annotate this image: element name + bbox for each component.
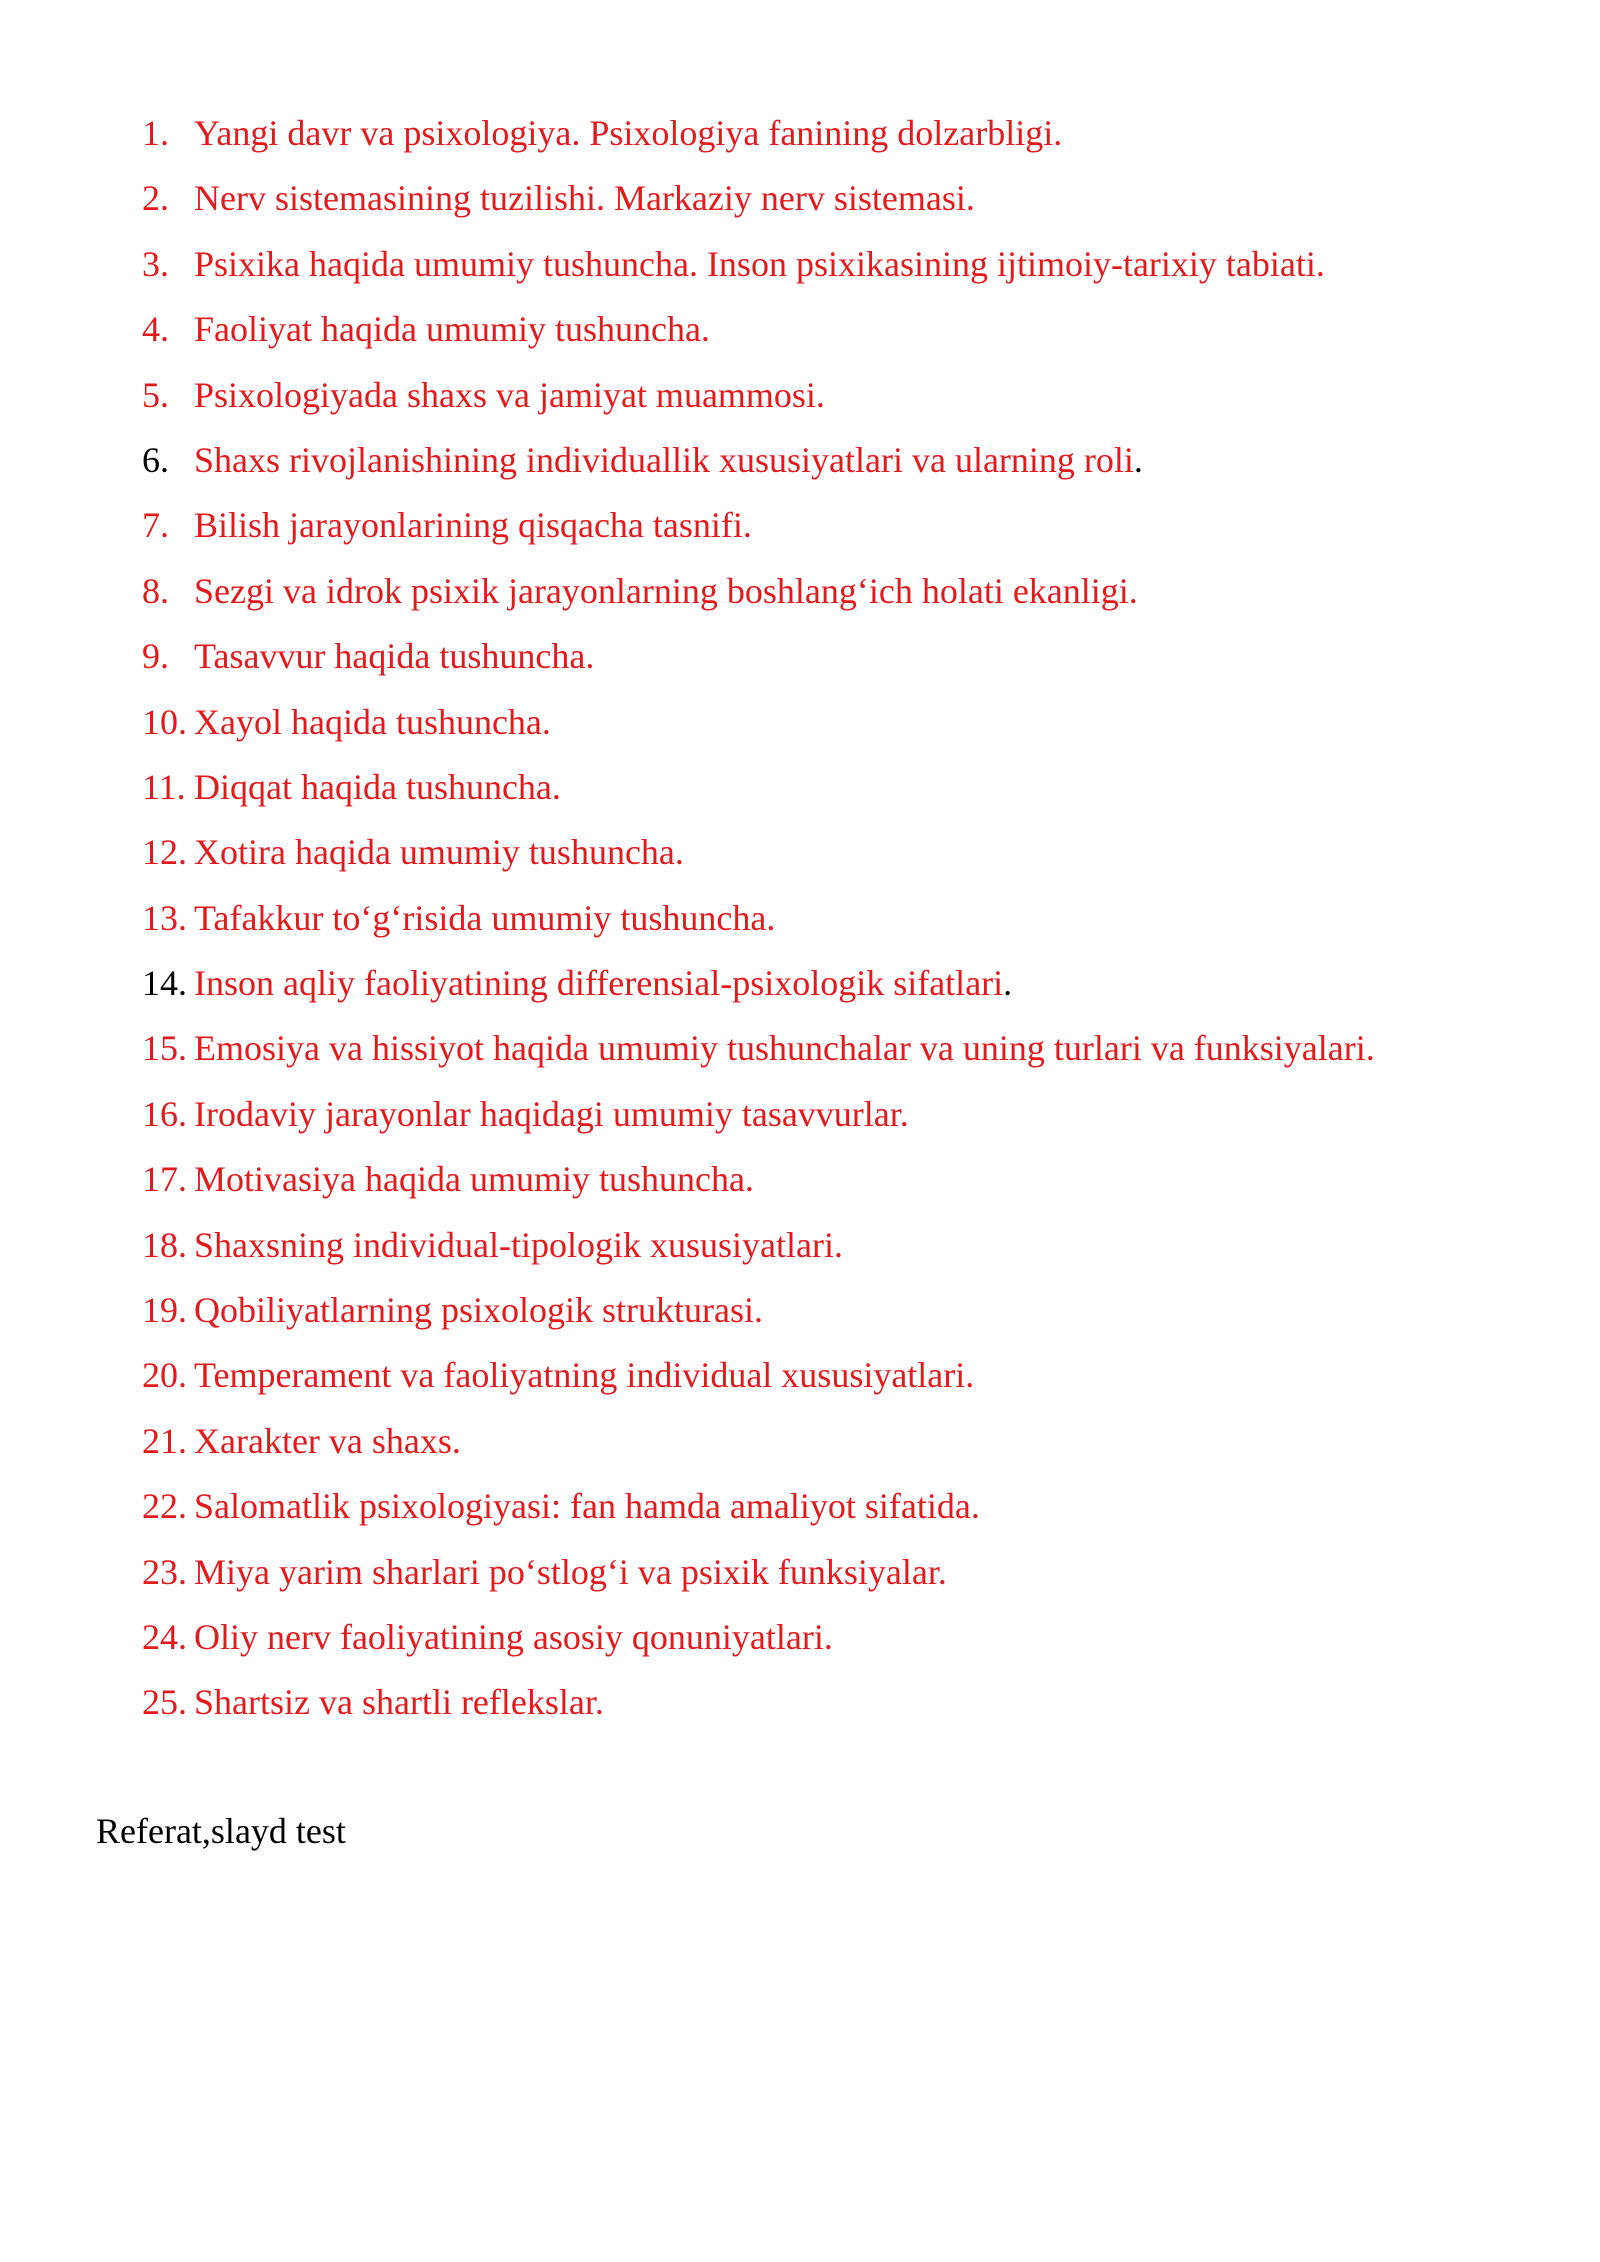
topic-number: 17. [142,1159,187,1200]
topic-title: Motivasiya haqida umumiy tushuncha. [194,1159,754,1200]
topic-text [194,962,1012,1027]
topic-number: 23. [142,1551,187,1592]
topic-text [194,701,551,766]
topic-item [142,570,1542,635]
topic-item [142,1289,1542,1354]
topic-title: Shaxs rivojlanishining individuallik xususiyatlari va ularning roli [194,439,1134,480]
topic-text [194,374,825,439]
topic-text [194,1354,974,1419]
topic-item [142,177,1542,242]
topic-number: 21. [142,1420,187,1461]
topic-title: Diqqat haqida tushuncha. [194,766,561,807]
topic-number: 10. [142,701,187,742]
topic-number: 24. [142,1616,187,1657]
topic-item [142,374,1542,439]
topic-text [194,1420,461,1485]
topic-item [142,504,1542,569]
topic-title: Qobiliyatlarning psixologik strukturasi. [194,1290,763,1331]
topic-title: Shaxsning individual-tipologik xususiyatlari. [194,1224,843,1265]
topic-number: 20. [142,1355,187,1396]
topic-tail: . [1133,439,1143,480]
topic-number: 9. [142,636,169,677]
topic-item [142,243,1542,308]
topic-title: Miya yarim sharlari po‘stlog‘i va psixik funksiyalar. [194,1551,947,1592]
topic-title: Inson aqliy faoliyatining differensial-psixologik sifatlari [194,963,1004,1004]
topic-text [194,504,752,569]
topic-title: Psixologiyada shaxs va jamiyat muammosi. [194,374,825,415]
topic-title: Faoliyat haqida umumiy tushuncha. [194,309,710,350]
topic-title: Yangi davr va psixologiya. Psixologiya fanining dolzarbligi. [194,113,1063,153]
topic-number: 6. [142,439,169,480]
topic-text [194,1158,754,1223]
topic-item [142,1027,1542,1092]
topic-title: Emosiya va hissiyot haqida umumiy tushunchalar va uning turlari va funksiyalari. [194,1028,1375,1069]
topic-text [194,1093,909,1158]
topic-text [194,112,1062,177]
topic-item [142,1093,1542,1158]
topic-text [194,897,775,962]
topic-item [142,1681,1542,1746]
topic-item [142,1485,1542,1550]
topic-title: Bilish jarayonlarining qisqacha tasnifi. [194,505,752,546]
topic-text [194,439,1143,504]
topic-title: Nerv sistemasining tuzilishi. Markaziy nerv sistemasi. [194,178,975,219]
topic-number: 7. [142,505,169,546]
topic-item [142,962,1542,1027]
topic-item [142,1420,1542,1485]
topic-number: 2. [142,178,169,219]
topic-list [142,112,1542,1747]
topic-title: Xotira haqida umumiy tushuncha. [194,832,684,873]
topic-number: 13. [142,897,187,938]
topic-number: 18. [142,1224,187,1265]
topic-title: Oliy nerv faoliyatining asosiy qonuniyatlari. [194,1616,833,1657]
topic-title: Sezgi va idrok psixik jarayonlarning boshlang‘ich holati ekanligi. [194,570,1138,611]
topic-text [194,1027,1375,1092]
topic-item [142,701,1542,766]
topic-title: Psixika haqida umumiy tushuncha. Inson psixikasining ijtimoiy-tarixiy tabiati. [194,243,1325,284]
topic-item [142,439,1542,504]
topic-title: Salomatlik psixologiyasi: fan hamda amaliyot sifatida. [194,1486,980,1527]
topic-text [194,1551,947,1616]
topic-title: Tafakkur to‘g‘risida umumiy tushuncha. [194,897,776,938]
topic-text [194,1616,833,1681]
topic-number: 8. [142,570,169,611]
topic-title: Irodaviy jarayonlar haqidagi umumiy tasavvurlar. [194,1093,909,1134]
topic-title: Xayol haqida tushuncha. [194,701,551,742]
topic-number: 22. [142,1486,187,1527]
topic-tail: . [1003,963,1013,1004]
topic-item [142,831,1542,896]
topic-title: Temperament va faoliyatning individual xususiyatlari. [194,1355,975,1396]
topic-text [194,1485,980,1550]
topic-text [194,831,684,896]
topic-item [142,635,1542,700]
topic-text [194,766,561,831]
topic-item [142,1616,1542,1681]
topic-number: 12. [142,832,187,873]
topic-number: 16. [142,1093,187,1134]
topic-item [142,897,1542,962]
topic-number: 15. [142,1028,187,1069]
topic-item [142,766,1542,831]
topic-item [142,1224,1542,1289]
topic-text [194,1681,604,1746]
topic-text [194,1289,763,1354]
topic-number: 3. [142,243,169,284]
topic-text [194,308,710,373]
topic-item [142,112,1542,177]
topic-text [194,570,1138,635]
topic-title: Shartsiz va shartli reflekslar. [194,1682,604,1723]
topic-item [142,1551,1542,1616]
topic-number: 14. [142,963,187,1004]
topic-number: 25. [142,1682,187,1723]
topic-item [142,1158,1542,1223]
topic-number: 5. [142,374,169,415]
topic-number: 19. [142,1290,187,1331]
topic-text [194,635,594,700]
topic-number: 1. [142,113,169,153]
topic-text [194,1224,843,1289]
topic-text [194,243,1325,308]
topic-text [194,177,975,242]
footer-note: Referat,slayd test [96,1811,346,1851]
topic-item [142,1354,1542,1419]
topic-title: Xarakter va shaxs. [194,1420,461,1461]
topic-number: 4. [142,309,169,350]
topic-title: Tasavvur haqida tushuncha. [194,636,595,677]
topic-item [142,308,1542,373]
topic-number: 11. [142,766,186,807]
